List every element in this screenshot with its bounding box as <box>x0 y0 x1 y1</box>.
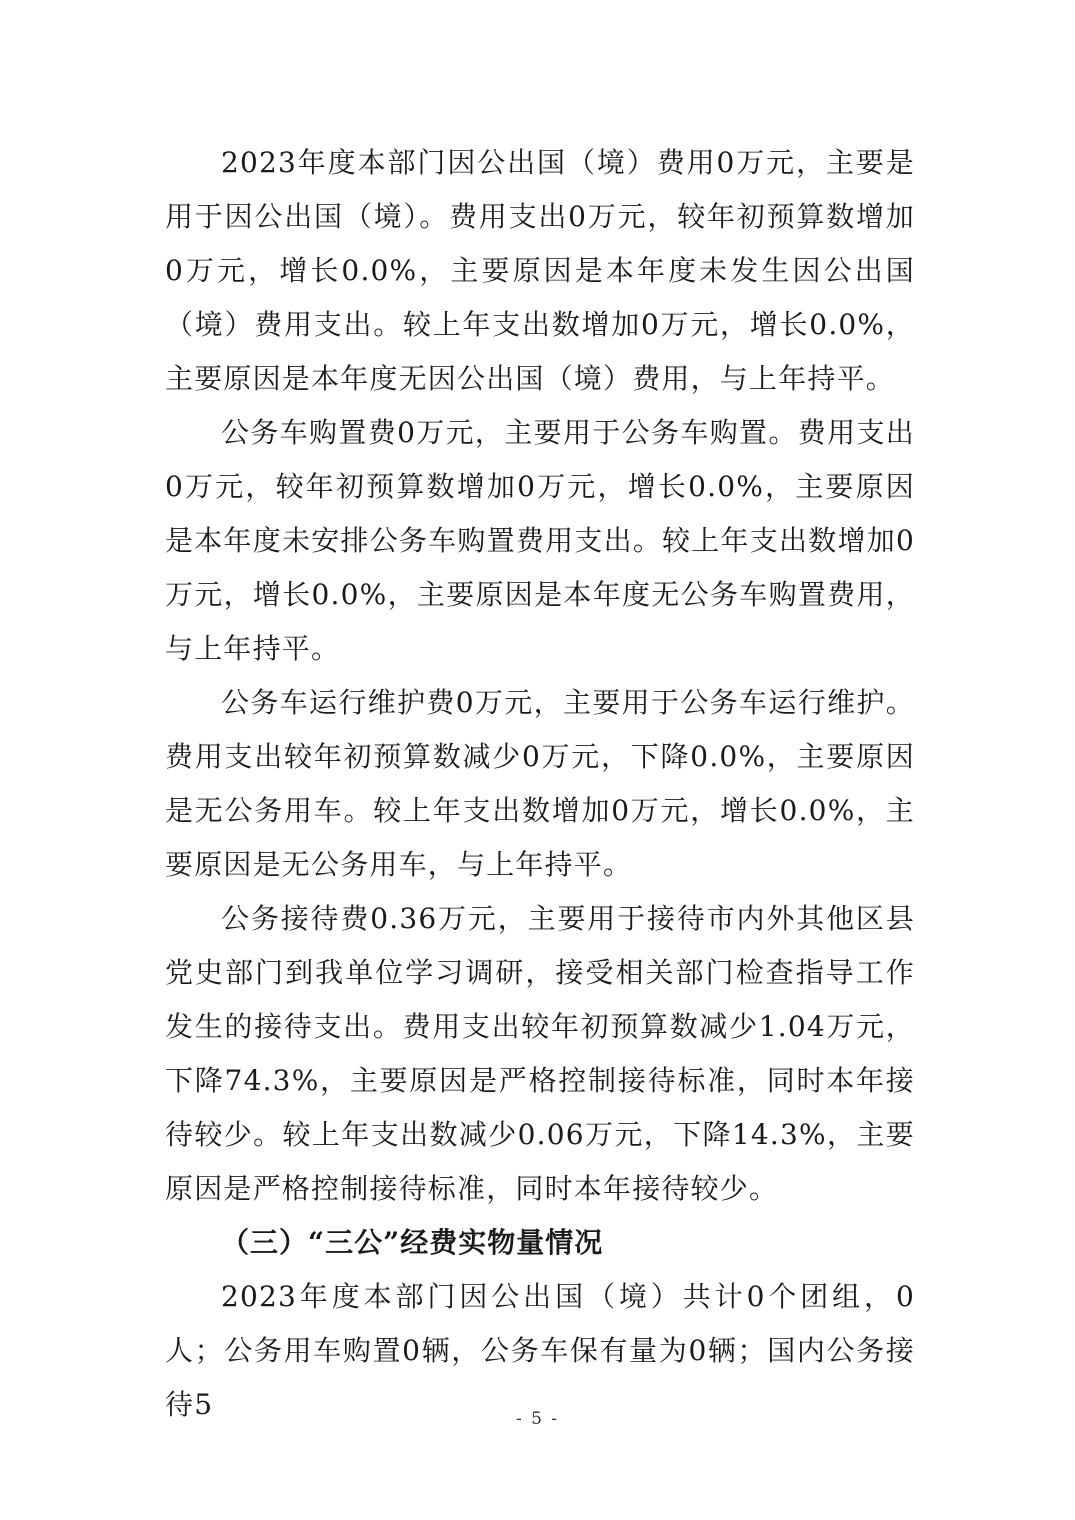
paragraph-vehicle-maintenance: 公务车运行维护费0万元，主要用于公务车运行维护。费用支出较年初预算数减少0万元，下降0.0%，主要原因是无公务用车。较上年支出数增加0万元，增长0.0%，主要原因是无公务用车，与上年持平。 <box>165 686 915 881</box>
paragraph-reception-expense: 公务接待费0.36万元，主要用于接待市内外其他区县党史部门到我单位学习调研，接受相关部门检查指导工作发生的接待支出。费用支出较年初预算数减少1.04万元，下降74.3%，主要原因是严格控制接待标准，同时本年接待较少。较上年支出数减少0.06万元，下降14.3%，主要原因是严格控制接待标准，同时本年接待较少。 <box>165 902 915 1205</box>
page-number: - 5 - <box>515 1409 560 1429</box>
section-heading: （三）“三公”经费实物量情况 <box>221 1226 604 1259</box>
paragraph-vehicle-purchase: 公务车购置费0万元，主要用于公务车购置。费用支出0万元，较年初预算数增加0万元，增长0.0%，主要原因是本年度未安排公务车购置费用支出。较上年支出数增加0万元，增长0.0%，主要原因是本年度无公务车购置费用，与上年持平。 <box>165 416 915 665</box>
document-body <box>165 136 915 1432</box>
paragraph-overseas-expense: 2023年度本部门因公出国（境）费用0万元，主要是用于因公出国（境）。费用支出0万元，较年初预算数增加0万元，增长0.0%，主要原因是本年度未发生因公出国（境）费用支出。较上年支出数增加0万元，增长0.0%，主要原因是本年度无因公出国（境）费用，与上年持平。 <box>165 146 915 395</box>
paragraph-physical-quantity: 2023年度本部门因公出国（境）共计0个团组，0人；公务用车购置0辆，公务车保有量为0辆；国内公务接待5 <box>165 1280 915 1421</box>
